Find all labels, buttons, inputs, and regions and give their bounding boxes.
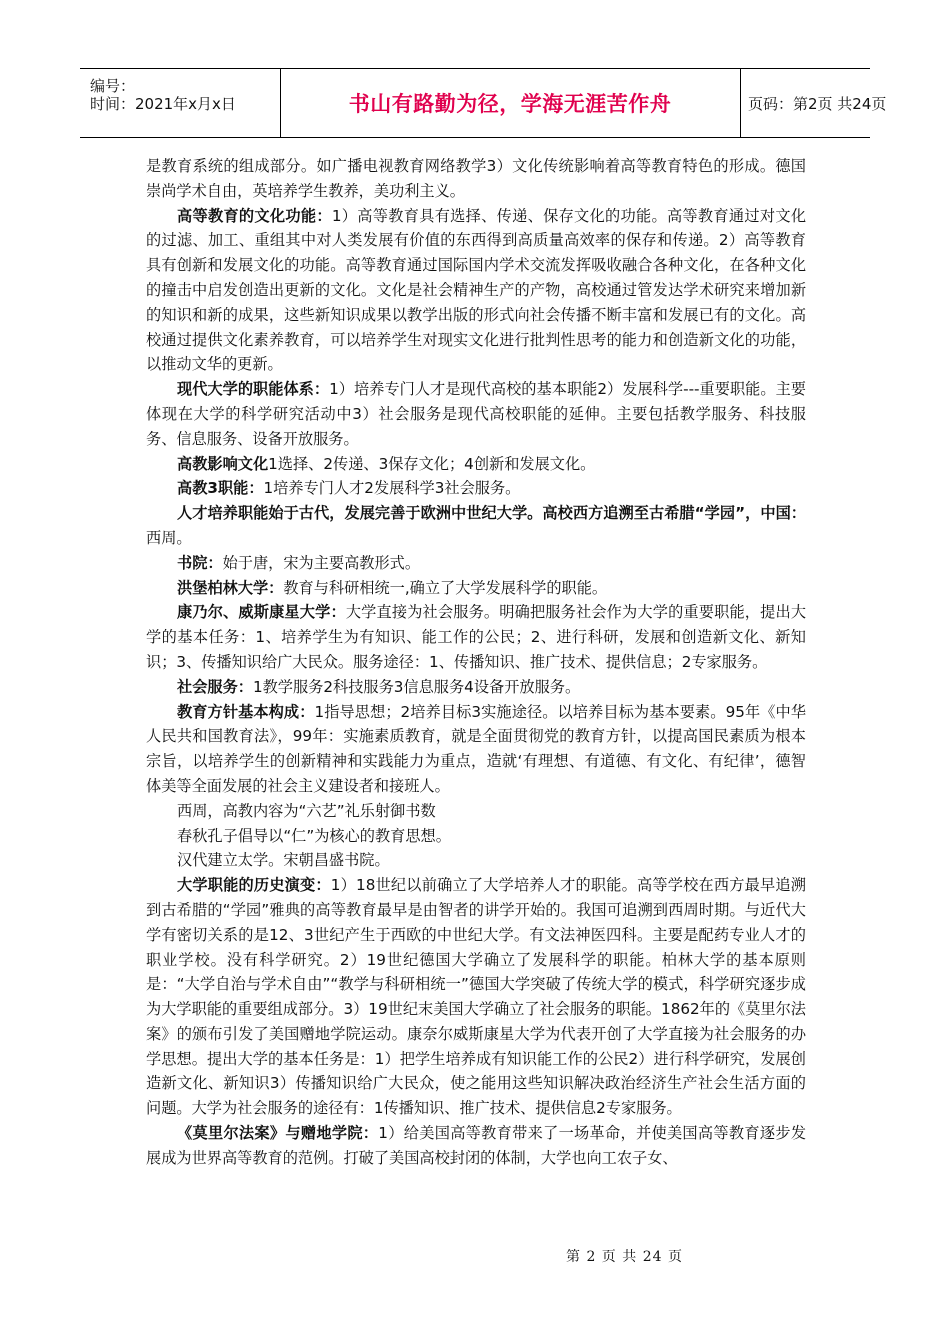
paragraph-text: 始于唐，宋为主要高教形式。: [222, 553, 420, 572]
paragraph: [146, 799, 806, 824]
paragraph: [146, 873, 806, 1121]
paragraph-heading: 《莫里尔法案》与赠地学院：: [177, 1124, 379, 1143]
paragraph-heading: 高教影响文化: [177, 454, 269, 473]
paragraph: [146, 377, 806, 451]
page-footer: 第 2 页 共 24 页: [566, 1249, 683, 1265]
paragraph-text: 1）培养专门人才是现代高校的基本职能2）发展科学---重要职能。主要体现在大学的科学研究活动中3）社会服务是现代高校职能的延伸。主要包括教学服务、科技服务、信息服务、设备开放服务。: [146, 380, 806, 448]
paragraph: [146, 824, 806, 849]
page-header: [80, 68, 887, 138]
header-motto: 书山有路勤为径，学海无涯苦作舟: [348, 92, 672, 116]
paragraph-text: 大学直接为社会服务。明确把服务社会作为大学的重要职能，提出大学的基本任务：1、培养学生为有知识、能工作的公民；2、进行科研，发展和创造新文化、新知识；3、传播知识给广大民众。服务途径：1、传播知识、推广技术、提供信息；2专家服务。: [146, 603, 807, 671]
paragraph: [146, 154, 806, 204]
paragraph-heading: 大学职能的历史演变：: [177, 876, 331, 895]
paragraph-text: 1指导思想；2培养目标3实施途径。以培养目标为基本要素。95年《中华人民共和国教育法》，99年：实施素质教育，就是全面贯彻党的教育方针，以提高国民素质为根本宗旨，以培养学生的创新精神和实践能力为重点，造就‘有理想、有道德、有文化、有纪律’，德智体美等全面发展的社会主义建设者和接班人。: [146, 702, 807, 795]
paragraph-heading: 洪堡柏林大学：: [177, 578, 284, 597]
paragraph: [146, 452, 806, 477]
paragraph-text: 是教育系统的组成部分。如广播电视教育网络教学3）文化传统影响着高等教育特色的形成。德国崇尚学术自由，英培养学生教养，美功利主义。: [146, 157, 806, 200]
paragraph-heading: 现代大学的职能体系：: [177, 380, 330, 399]
paragraph-text: 1教学服务2科技服务3信息服务4设备开放服务。: [252, 677, 581, 696]
paragraph-heading: 高等教育的文化功能：: [177, 206, 332, 225]
header-page-info: 页码：第2页 共24页: [748, 94, 887, 113]
paragraph-text: 1）给美国高等教育带来了一场革命，并使美国高等教育逐步发展成为世界高等教育的范例。打破了美国高校封闭的体制，大学也向工农子女、: [146, 1124, 807, 1167]
document-code-label: 编号：: [90, 77, 136, 95]
header-meta: [80, 69, 281, 137]
paragraph: [146, 204, 806, 378]
paragraph-text: 1）18世纪以前确立了大学培养人才的职能。高等学校在西方最早追溯到古希腊的“学园”雅典的高等教育最早是由智者的讲学开始的。我国可追溯到西周时期。与近代大学有密切关系的是12、3世纪产生于西欧的中世纪大学。有文法神医四科。主要是配药专业人才的职业学校。没有科学研究。2）19世纪德国大学确立了发展科学的职能。柏林大学的基本原则是：“大学自治与学术自由”“教学与科研相统一”德国大学突破了传统大学的模式，科学研究逐步成为大学职能的重要组成部分。3）19世纪末美国大学确立了社会服务的职能。1862年的《莫里尔法案》的颁布引发了美国赠地学院运动。康奈尔威斯康星大学为代表开创了大学直接为社会服务的办学思想。提出大学的基本任务是：1）把学生培养成有知识能工作的公民2）进行科学研究，发展创造新文化、新知识3）传播知识给广大民众，使之能用这些知识解决政治经济生产社会生活方面的问题。大学为社会服务的途径有：1传播知识、推广技术、提供信息2专家服务。: [146, 876, 806, 1118]
paragraph-heading: 教育方针基本构成：: [177, 702, 315, 721]
paragraph-heading: 社会服务：: [177, 677, 253, 696]
paragraph: [146, 1121, 806, 1171]
header-motto-cell: [280, 69, 741, 137]
paragraph: [146, 675, 806, 700]
paragraph-heading: 书院：: [177, 553, 223, 572]
paragraph-heading: 人才培养职能始于古代，发展完善于欧洲中世纪大学。高校西方追溯至古希腊“学园”，中国：: [177, 504, 806, 523]
paragraph: [146, 700, 806, 799]
paragraph-heading: 康乃尔、威斯康星大学：: [177, 603, 346, 622]
paragraph-text: 西周，高教内容为“六艺”礼乐射御书数: [177, 801, 436, 820]
document-body: [146, 154, 806, 1171]
paragraph: [146, 476, 806, 501]
paragraph: [146, 600, 806, 674]
paragraph-text: 1培养专门人才2发展科学3社会服务。: [263, 479, 521, 498]
paragraph-text: 1选择、2传递、3保存文化；4创新和发展文化。: [268, 454, 596, 473]
paragraph: [146, 551, 806, 576]
document-time-label: 时间：2021年x月x日: [90, 95, 236, 113]
paragraph-text: 教育与科研相统一,确立了大学发展科学的职能。: [283, 578, 608, 597]
paragraph: [146, 576, 806, 601]
paragraph-text: 汉代建立太学。宋朝昌盛书院。: [177, 851, 390, 870]
paragraph-heading: 高教3职能：: [177, 479, 264, 498]
paragraph-text: 西周。: [146, 528, 192, 547]
paragraph: [146, 501, 806, 551]
paragraph-text: 春秋孔子倡导以“仁”为核心的教育思想。: [177, 826, 451, 845]
paragraph-text: 1）高等教育具有选择、传递、保存文化的功能。高等教育通过对文化的过滤、加工、重组其中对人类发展有价值的东西得到高质量高效率的保存和传递。2）高等教育具有创新和发展文化的功能。高等教育通过国际国内学术交流发挥吸收融合各种文化，在各种文化的撞击中启发创造出更新的文化。文化是社会精神生产的产物，高校通过管发达学术研究来增加新的知识和新的成果，这些新知识成果以教学出版的形式向社会传播不断丰富和发展已有的文化。高校通过提供文化素养教育，可以培养学生对现实文化进行批判性思考的能力和创造新文化的功能，以推动文华的更新。: [146, 206, 807, 374]
paragraph: [146, 848, 806, 873]
